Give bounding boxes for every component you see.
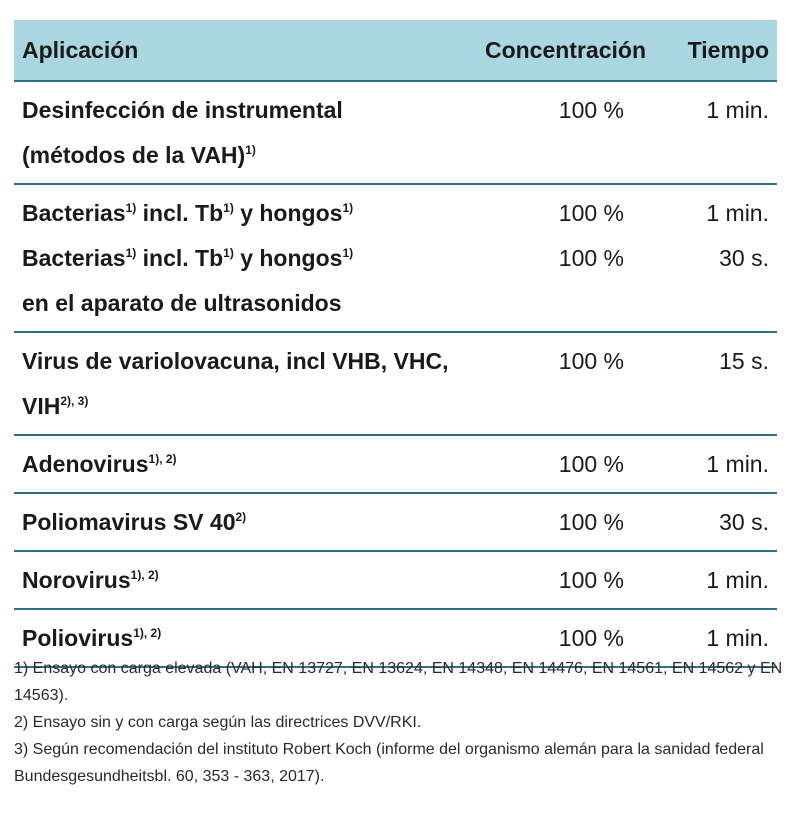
application-line [22, 442, 461, 487]
footnote-ref: 1) [223, 246, 234, 260]
concentration-cell [469, 81, 654, 184]
footnote: 2) Ensayo sin y con carga según las directrices DVV/RKI. [14, 714, 422, 731]
time-cell [654, 332, 777, 435]
time-value: 1 min. [706, 200, 769, 226]
footnote-ref: 1) [342, 201, 354, 215]
footnote-ref: 1) [125, 201, 137, 215]
footnote-ref: 1) [342, 246, 354, 260]
table-row [14, 184, 777, 332]
spacer [662, 281, 769, 326]
efficacy-table [14, 20, 777, 668]
footnote-ref: 2), 3) [60, 394, 89, 408]
time-cell [654, 81, 777, 184]
application-cell [14, 493, 469, 551]
efficacy-table-container [14, 20, 777, 668]
concentration-value: 100 % [558, 625, 624, 651]
time-cell [654, 184, 777, 332]
application-cell [14, 551, 469, 609]
time-cell [654, 493, 777, 551]
footnote-ref: 1) [245, 143, 256, 157]
spacer [662, 384, 769, 429]
footnote-ref: 2) [235, 510, 247, 524]
time-value: 1 min. [706, 97, 769, 123]
spacer [477, 133, 624, 178]
application-text: Desinfección de instrumental [22, 97, 343, 123]
table-header-row [14, 20, 777, 81]
application-cell [14, 81, 469, 184]
application-line [22, 88, 461, 133]
application-cell [14, 435, 469, 493]
application-text: Bacterias [22, 245, 126, 271]
footnote-ref: 1), 2) [148, 452, 177, 466]
header-time: Tiempo [654, 20, 777, 81]
application-text: Poliovirus [22, 625, 134, 651]
application-text: Virus de variolovacuna, incl VHB, VHC, [22, 348, 449, 374]
application-text: Norovirus [22, 567, 131, 593]
table-row [14, 435, 777, 493]
spacer [477, 281, 624, 326]
time-value: 1 min. [706, 567, 769, 593]
time-value: 30 s. [719, 509, 769, 535]
concentration-cell [469, 184, 654, 332]
time-value: 30 s. [719, 245, 769, 271]
table-row [14, 81, 777, 184]
application-line [22, 384, 461, 429]
concentration-value: 100 % [558, 245, 624, 271]
time-cell [654, 551, 777, 609]
table-row [14, 332, 777, 435]
footnote: 3) Según recomendación del instituto Robert Koch (informe del organismo alemán para la sanidad federal Bundesgesundheitsbl. 60, 353 - 363, 2017). [14, 741, 764, 785]
concentration-cell [469, 493, 654, 551]
footnote: 1) Ensayo con carga elevada (VAH, EN 13727, EN 13624, EN 14348, EN 14476, EN 14561, EN 14562 y EN 14563). [14, 660, 783, 704]
application-text: y hongos [233, 200, 343, 226]
concentration-cell [469, 551, 654, 609]
concentration-cell [469, 332, 654, 435]
application-text: Bacterias [22, 200, 126, 226]
footnote-ref: 1), 2) [133, 626, 162, 640]
application-text: Poliomavirus SV 40 [22, 509, 236, 535]
application-text: y hongos [233, 245, 343, 271]
application-cell [14, 332, 469, 435]
application-cell [14, 184, 469, 332]
time-value: 15 s. [719, 348, 769, 374]
time-value: 1 min. [706, 451, 769, 477]
footnote-ref: 1), 2) [130, 568, 159, 582]
footnotes [14, 655, 784, 790]
footnote-ref: 1) [125, 246, 137, 260]
concentration-value: 100 % [558, 200, 624, 226]
header-concentration: Concentración [469, 20, 654, 81]
footnote-ref: 1) [223, 201, 234, 215]
concentration-cell [469, 435, 654, 493]
concentration-value: 100 % [558, 451, 624, 477]
application-line [22, 339, 461, 384]
concentration-value: 100 % [558, 509, 624, 535]
application-text: en el aparato de ultrasonidos [22, 290, 342, 316]
application-text: VIH [22, 393, 61, 419]
table-body [14, 81, 777, 667]
time-cell [654, 435, 777, 493]
table-row [14, 551, 777, 609]
application-line [22, 500, 461, 545]
concentration-value: 100 % [558, 348, 624, 374]
application-text: (métodos de la VAH) [22, 142, 246, 168]
application-line [22, 191, 461, 236]
header-application: Aplicación [14, 20, 469, 81]
application-line [22, 558, 461, 603]
application-line [22, 281, 461, 326]
application-text: incl. Tb [136, 200, 224, 226]
application-line [22, 133, 461, 178]
concentration-value: 100 % [558, 97, 624, 123]
application-text: incl. Tb [136, 245, 224, 271]
application-text: Adenovirus [22, 451, 149, 477]
table-row [14, 493, 777, 551]
concentration-value: 100 % [558, 567, 624, 593]
spacer [662, 133, 769, 178]
spacer [477, 384, 624, 429]
time-value: 1 min. [706, 625, 769, 651]
application-line [22, 236, 461, 281]
